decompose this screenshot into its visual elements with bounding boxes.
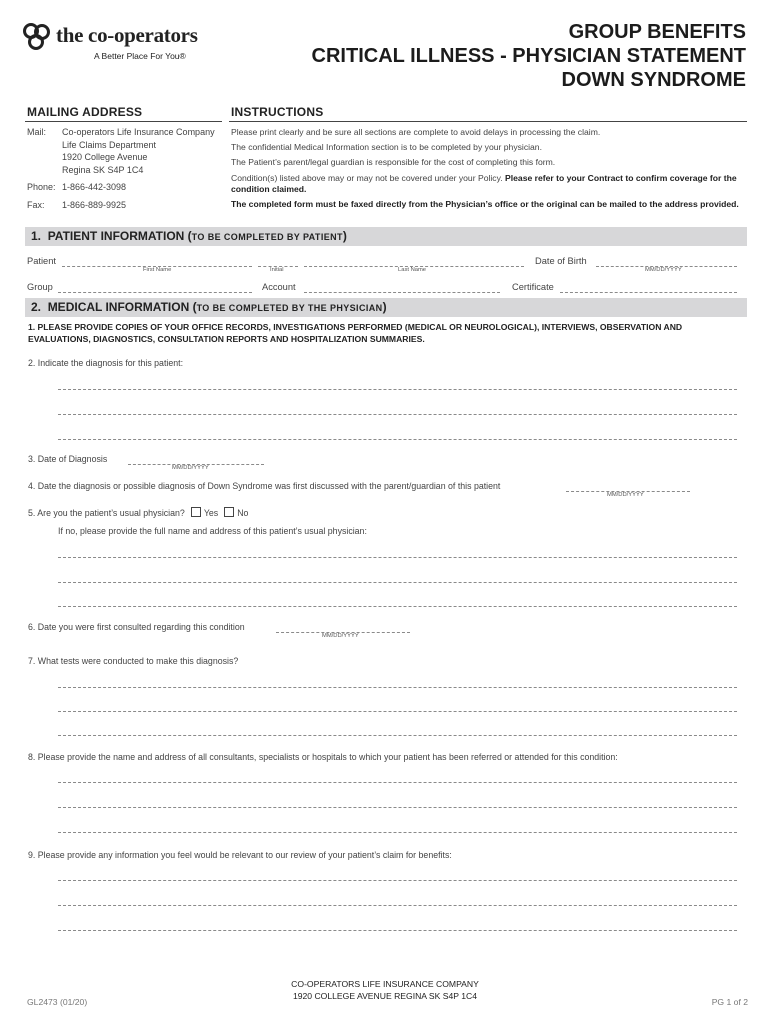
title-line-1: GROUP BENEFITS — [568, 21, 746, 43]
initial-caption: Initial — [270, 267, 284, 273]
patient-label: Patient — [27, 256, 56, 266]
footer-company-info — [0, 978, 770, 1002]
no-checkbox[interactable] — [224, 507, 234, 517]
section-1-title — [31, 229, 347, 243]
question-7: 7. What tests were conducted to make this diagnosis? — [28, 656, 239, 666]
address-line: Regina SK S4P 1C4 — [62, 164, 144, 175]
q5-text: 5. Are you the patient’s usual physician? — [28, 508, 185, 518]
section-2-label: MEDICAL INFORMATION ( — [47, 300, 197, 314]
cooperators-logo-icon — [22, 22, 52, 52]
tests-line-2[interactable] — [58, 711, 737, 712]
relevant-info-line-2[interactable] — [58, 905, 737, 906]
document-title — [312, 20, 746, 92]
relevant-info-line-3[interactable] — [58, 930, 737, 931]
question-1: 1. PLEASE PROVIDE COPIES OF YOUR OFFICE RECORDS, INVESTIGATIONS PERFORMED (MEDICAL OR NEUROLOGICAL), INTERVIEWS, OBSERVATION AND EVALUATIONS, DIAGNOSTICS, CONSULTATION REPORTS AND HOSPITALIZATION SUMMARIES. — [28, 322, 683, 344]
question-8: 8. Please provide the name and address of all consultants, specialists or hospitals to which your patient has been referred or attended for this condition: — [28, 752, 618, 762]
first-name-caption: First Name — [143, 267, 172, 273]
section-1-header — [25, 227, 747, 246]
yes-label: Yes — [203, 508, 219, 518]
address-line: Co-operators Life Insurance Company — [62, 127, 215, 137]
question-3: 3. Date of Diagnosis — [28, 454, 108, 464]
q4-date-caption: MM/DD/YYYY — [607, 492, 644, 498]
section-1-close: ) — [342, 229, 347, 243]
section-1-note: TO BE COMPLETED BY PATIENT — [191, 232, 343, 242]
title-line-3: DOWN SYNDROME — [561, 69, 746, 91]
company-logo — [22, 22, 212, 70]
instruction-5 — [231, 199, 741, 210]
diagnosis-line-1[interactable] — [58, 389, 737, 390]
diagnosis-line-3[interactable] — [58, 439, 737, 440]
section-2-note: TO BE COMPLETED BY THE PHYSICIAN — [196, 303, 383, 313]
instruction-5-bold: The completed form must be faxed directly from the Physician’s office or the original can be mailed to the address provided. — [231, 199, 739, 209]
diagnosis-line-2[interactable] — [58, 414, 737, 415]
usual-physician-line-3[interactable] — [58, 606, 737, 607]
logo-tagline: A Better Place For You® — [94, 51, 186, 61]
address-line: 1920 College Avenue — [62, 152, 148, 162]
question-9: 9. Please provide any information you feel would be relevant to our review of your patient’s claim for benefits: — [28, 850, 452, 860]
instructions-rule — [229, 121, 747, 122]
fax-label: Fax: — [27, 200, 45, 210]
certificate-label: Certificate — [512, 282, 554, 292]
form-code: GL2473 (01/20) — [27, 997, 88, 1007]
footer-company: CO-OPERATORS LIFE INSURANCE COMPANY — [291, 979, 479, 989]
question-5 — [28, 507, 248, 518]
consultants-line-2[interactable] — [58, 807, 737, 808]
consultants-line-1[interactable] — [58, 782, 737, 783]
question-4: 4. Date the diagnosis or possible diagnosis of Down Syndrome was first discussed with the parent/guardian of this patient — [28, 481, 501, 491]
footer-address: 1920 COLLEGE AVENUE REGINA SK S4P 1C4 — [292, 991, 478, 1001]
group-field[interactable] — [58, 292, 252, 293]
certificate-field[interactable] — [560, 292, 737, 293]
instruction-4 — [231, 173, 741, 195]
tests-line-1[interactable] — [58, 687, 737, 688]
usual-physician-line-1[interactable] — [58, 557, 737, 558]
mailing-rule — [25, 121, 222, 122]
mailing-address-heading: MAILING ADDRESS — [27, 105, 143, 119]
title-line-2: CRITICAL ILLNESS - PHYSICIAN STATEMENT — [311, 45, 746, 67]
instruction-2: The confidential Medical Information section is to be completed by your physician. — [231, 142, 542, 152]
section-2-number: 2. — [31, 300, 42, 314]
mailing-address — [62, 126, 215, 176]
instruction-4-bold: Please refer to your Contract to confirm coverage for the condition claimed. — [231, 173, 737, 194]
fax-number: 1-866-889-9925 — [62, 200, 127, 210]
dob-label: Date of Birth — [535, 256, 587, 266]
last-name-caption: Last Name — [398, 267, 427, 273]
q6-date-caption: MM/DD/YYYY — [322, 633, 359, 639]
q3-date-caption: MM/DD/YYYY — [172, 465, 209, 471]
question-6: 6. Date you were first consulted regarding this condition — [28, 622, 245, 632]
section-2-title — [31, 300, 387, 314]
dob-caption: MM/DD/YYYY — [645, 267, 682, 273]
relevant-info-line-1[interactable] — [58, 880, 737, 881]
account-label: Account — [262, 282, 296, 292]
section-2-header — [25, 298, 747, 317]
consultants-line-3[interactable] — [58, 832, 737, 833]
tests-line-3[interactable] — [58, 735, 737, 736]
mail-label: Mail: — [27, 127, 47, 137]
instruction-1: Please print clearly and be sure all sections are complete to avoid delays in processing the claim. — [231, 127, 601, 137]
phone-number: 1-866-442-3098 — [62, 182, 127, 192]
group-label: Group — [27, 282, 53, 292]
account-field[interactable] — [304, 292, 500, 293]
instructions-heading: INSTRUCTIONS — [231, 105, 324, 119]
question-2: 2. Indicate the diagnosis for this patient: — [28, 358, 184, 368]
instruction-3: The Patient’s parent/legal guardian is responsible for the cost of completing this form. — [231, 157, 556, 167]
phone-label: Phone: — [27, 182, 56, 192]
section-2-close: ) — [382, 300, 387, 314]
section-1-number: 1. — [31, 229, 42, 243]
question-5-followup: If no, please provide the full name and address of this patient’s usual physician: — [58, 526, 367, 536]
usual-physician-line-2[interactable] — [58, 582, 737, 583]
section-1-label: PATIENT INFORMATION ( — [47, 229, 192, 243]
page-number: PG 1 of 2 — [711, 997, 748, 1007]
address-line: Life Claims Department — [62, 139, 157, 150]
yes-checkbox[interactable] — [191, 507, 201, 517]
logo-name: the co-operators — [56, 23, 198, 47]
no-label: No — [237, 508, 249, 518]
instruction-4-text: Condition(s) listed above may or may not be covered under your Policy. — [231, 173, 506, 183]
